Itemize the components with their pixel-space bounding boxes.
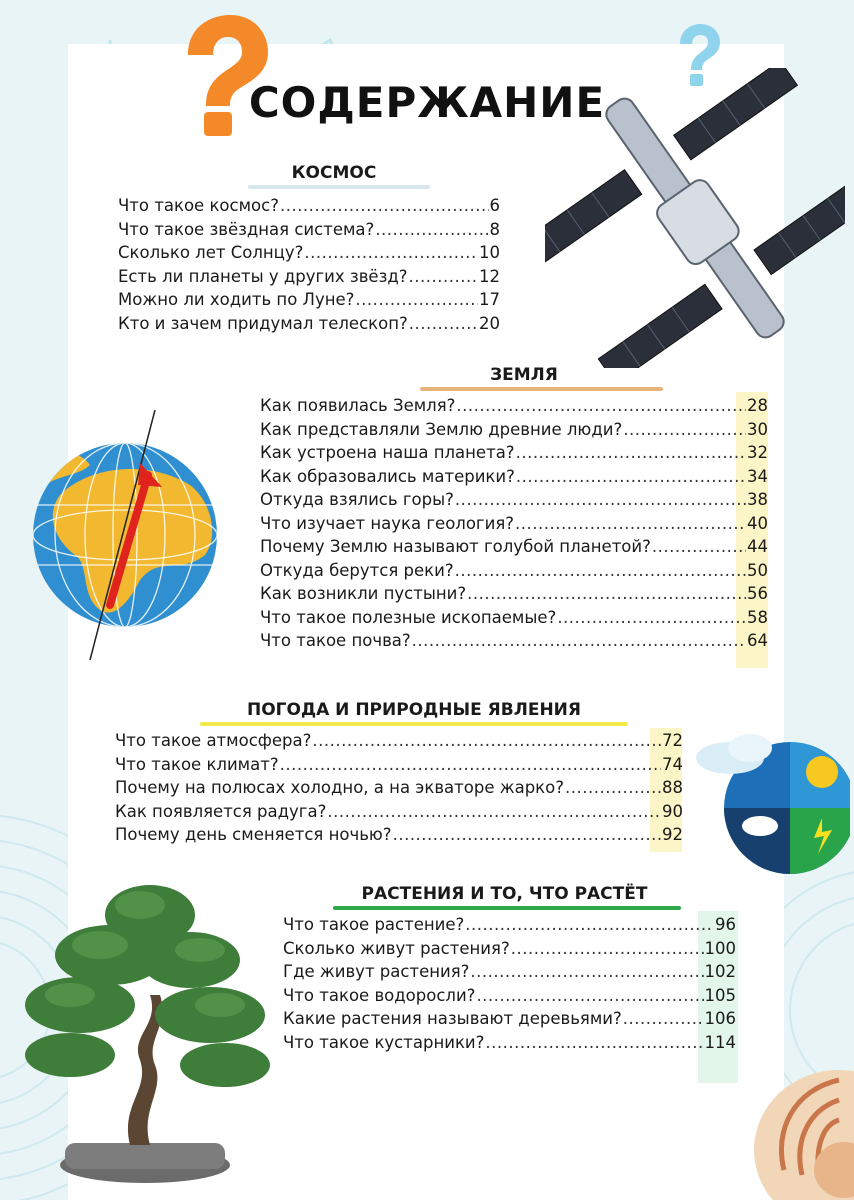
toc-item[interactable]	[283, 939, 736, 963]
toc-item-title: Как появилась Земля?	[260, 396, 456, 415]
section-zemlya	[260, 365, 768, 655]
weather-globe-icon	[690, 718, 850, 878]
section-heading	[338, 884, 671, 910]
toc-item[interactable]	[260, 561, 768, 585]
toc-item-page: 20	[479, 313, 500, 333]
toc-item-title: Сколько живут растения?	[283, 938, 510, 958]
toc-item-page: 92	[662, 825, 683, 844]
toc-item-page: 88	[662, 778, 683, 797]
toc-item-page: 6	[489, 196, 500, 215]
toc-item[interactable]	[118, 314, 500, 338]
toc-item[interactable]	[260, 490, 768, 514]
toc-item-title: Есть ли планеты у других звёзд?	[118, 266, 408, 286]
toc-item-title: Почему Землю называют голубой планетой?	[260, 537, 651, 556]
toc-item-title: Откуда берутся реки?	[260, 560, 454, 580]
toc-item-page: 12	[479, 266, 500, 286]
toc-item-title: Как образовались материки?	[260, 466, 515, 486]
toc-item[interactable]	[260, 443, 768, 467]
toc-item-title: Что такое кустарники?	[283, 1032, 485, 1052]
toc-item-page: 106	[704, 1009, 736, 1028]
toc-item-page: 90	[662, 801, 683, 821]
toc-item[interactable]	[260, 608, 768, 632]
space-station-icon	[545, 68, 845, 368]
section-underline	[420, 387, 663, 391]
toc-item-title: Почему на полюсах холодно, а на экваторе жарко?	[115, 778, 564, 797]
toc-item[interactable]	[283, 1033, 736, 1057]
toc-item[interactable]	[283, 986, 736, 1010]
toc-item[interactable]	[115, 755, 683, 779]
bonsai-tree-icon	[10, 875, 280, 1195]
toc-item-title: Как возникли пустыни?	[260, 584, 467, 603]
toc-item-page: 100	[704, 938, 736, 958]
toc-item-title: Что такое климат?	[115, 754, 279, 774]
toc-item-title: Как устроена наша планета?	[260, 443, 515, 462]
toc-item-title: Как представляли Землю древние люди?	[260, 419, 623, 439]
toc-item[interactable]	[118, 267, 500, 291]
toc-item-title: Где живут растения?	[283, 962, 470, 981]
earth-globe-icon	[20, 405, 230, 665]
toc-item-page: 102	[704, 962, 736, 981]
toc-item-title: Что такое растение?	[283, 915, 465, 934]
section-heading-text: КОСМОС	[291, 163, 377, 183]
section-underline	[333, 906, 681, 910]
toc-item-page: 50	[747, 560, 768, 580]
page-title: СОДЕРЖАНИЕ	[248, 78, 606, 127]
toc-item-title: Что такое атмосфера?	[115, 731, 312, 750]
toc-item-title: Какие растения называют деревьями?	[283, 1009, 622, 1028]
toc-item-page: 56	[747, 584, 768, 603]
toc-item-title: Откуда взялись горы?	[260, 490, 454, 509]
toc-item-title: Как появляется радуга?	[115, 801, 327, 821]
toc-item-title: Что такое звёздная система?	[118, 219, 375, 239]
nautilus-shell-icon	[744, 1060, 854, 1200]
toc-item[interactable]	[260, 396, 768, 420]
toc-item-page: 32	[747, 443, 768, 462]
toc-item-page: 74	[662, 754, 683, 774]
section-heading-text: ПОГОДА И ПРИРОДНЫЕ ЯВЛЕНИЯ	[247, 700, 581, 720]
section-pogoda	[115, 700, 683, 849]
toc-item[interactable]	[118, 290, 500, 314]
section-heading	[425, 365, 623, 391]
toc-item[interactable]	[115, 731, 683, 755]
toc-item[interactable]	[260, 467, 768, 491]
toc-item[interactable]	[115, 802, 683, 826]
toc-item[interactable]	[260, 514, 768, 538]
toc-item-page: 38	[747, 490, 768, 509]
toc-item-page: 105	[704, 985, 736, 1005]
section-underline	[248, 185, 430, 189]
toc-item-title: Сколько лет Солнцу?	[118, 243, 304, 262]
toc-item[interactable]	[118, 243, 500, 267]
toc-item-title: Почему день сменяется ночью?	[115, 825, 392, 844]
toc-item-page: 96	[715, 915, 736, 934]
toc-item-page: 44	[747, 537, 768, 556]
toc-item-page: 58	[747, 607, 768, 627]
toc-item-page: 34	[747, 466, 768, 486]
toc-item-page: 72	[662, 731, 683, 750]
section-underline	[200, 722, 628, 726]
toc-item-title: Что такое полезные ископаемые?	[260, 607, 557, 627]
toc-item-title: Что такое почва?	[260, 631, 411, 650]
section-heading-text: РАСТЕНИЯ И ТО, ЧТО РАСТЁТ	[361, 884, 648, 904]
section-rasteniya	[283, 884, 736, 1056]
section-kosmos	[118, 163, 500, 337]
toc-item-title: Кто и зачем придумал телескоп?	[118, 313, 408, 333]
section-heading	[210, 700, 618, 726]
toc-item[interactable]	[260, 584, 768, 608]
toc-item-title: Что изучает наука геология?	[260, 513, 515, 533]
toc-item-page: 40	[747, 513, 768, 533]
section-heading-text: ЗЕМЛЯ	[490, 365, 558, 385]
toc-item-page: 10	[479, 243, 500, 262]
toc-item[interactable]	[260, 420, 768, 444]
toc-item[interactable]	[118, 196, 500, 220]
toc-item-page: 30	[747, 419, 768, 439]
toc-item-title: Что такое водоросли?	[283, 985, 476, 1005]
toc-item-page: 114	[704, 1032, 736, 1052]
toc-item[interactable]	[283, 915, 736, 939]
toc-item-page: 28	[747, 396, 768, 415]
toc-item[interactable]	[260, 537, 768, 561]
toc-item-page: 17	[479, 290, 500, 309]
toc-item[interactable]	[118, 220, 500, 244]
toc-item-title: Можно ли ходить по Луне?	[118, 290, 355, 309]
toc-item[interactable]	[115, 825, 683, 849]
section-heading	[258, 163, 410, 189]
toc-item-page: 8	[489, 219, 500, 239]
toc-item[interactable]	[115, 778, 683, 802]
toc-item-title: Что такое космос?	[118, 196, 279, 215]
toc-item[interactable]	[260, 631, 768, 655]
toc-item[interactable]	[283, 1009, 736, 1033]
toc-item-page: 64	[747, 631, 768, 650]
toc-item[interactable]	[283, 962, 736, 986]
